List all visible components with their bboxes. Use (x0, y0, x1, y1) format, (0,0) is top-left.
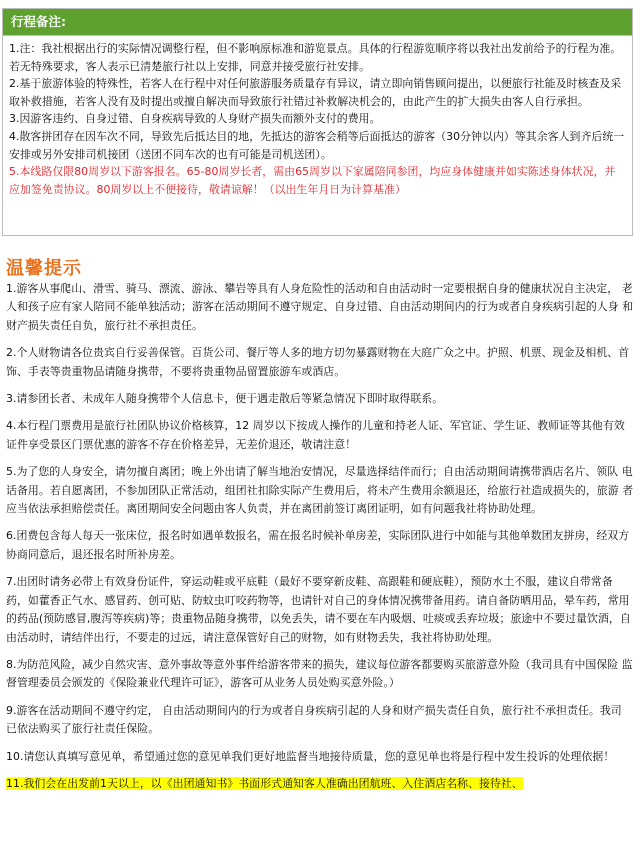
tip-item-2: 2.个人财物请各位贵宾自行妥善保管。百货公司、餐厅等人多的地方切勿暴露财物在大庭广众之中。护照、机票、现金及相机、首 饰、手表等贵重物品请随身携带，不要将贵重物品留置旅游车或酒店。 (6, 346, 630, 378)
note-item-4: 4.散客拼团存在因车次不同，导致先后抵达目的地，先抵达的游客会稍等后面抵达的游客（30分钟以内）等其余客人到齐后统一安排或另外安排司机接团（送团不同车次的也有可能是司机送团）。 (9, 129, 625, 161)
warm-tips-heading: 温馨提示 (6, 258, 82, 279)
note-item-2: 2.基于旅游体验的特殊性，若客人在行程中对任何旅游服务质量存有异议，请立即向销售顾问提出，以便旅行社能及时核查及采取补救措施，若客人没有及时提出或擅自解决而导致旅行社错过补救解决机会的，由此产生的扩大损失由客人自行承担。 (9, 77, 622, 108)
tip-item-4: 4.本行程门票费用是旅行社团队协议价格核算，12 周岁以下按成人操作的儿童和持老人证、军官证、学生证、教师证等其他有效 证件享受景区门票优惠的游客不存在价格差异，无差价退还，敬请注意！ (6, 419, 625, 451)
note-item-1: 1.注：我社根据出行的实际情况调整行程，但不影响原标准和游览景点。具体的行程游览顺序将以我社出发前给予的行程为准。若无特殊要求，客人表示已清楚旅行社以上安排，同意并接受旅行社安排。 (9, 42, 622, 73)
itinerary-notes-title: 行程备注: (11, 14, 66, 29)
tip-item-1: 1.游客从事爬山、滑雪、骑马、漂流、游泳、攀岩等具有人身危险性的活动和自由活动时一定要根据自身的健康状况自主决定， 老人和孩子应有家人陪同不能单独活动；游客在活动期间不遵守规定、自身过错、自由活动期间内的行为或者自身疾病引起的人身 和财产损失责任自负，旅行社不承担责任。 (6, 282, 634, 332)
tip-item-8: 8.为防范风险，减少自然灾害、意外事故等意外事件给游客带来的损失，建议每位游客都要购买旅游意外险（我司具有中国保险 监督管理委员会颁发的《保险兼业代理许可证》，游客可从业务人员处购买意外险。） (6, 657, 633, 690)
itinerary-notes-box (2, 8, 633, 236)
tip-item-11-highlight: 11.我们会在出发前1天以上，以《出团通知书》书面形式通知客人准确出团航班、入住酒店名称、接待社、 (6, 776, 523, 790)
tip-item-5: 5.为了您的人身安全，请勿擅自离团；晚上外出请了解当地治安情况，尽量选择结伴而行；自由活动期间请携带酒店名片、领队 电话备用。若自愿离团，不参加团队正常活动，组团社扣除实际产生费用后，将未产生费用余额退还，给旅行社造成损失的，旅游 者应当依法承担赔偿责任。离团期间安全问题由客人负责，并在离团前签订离团证明，如有问题我社将协助处理。 (6, 465, 634, 516)
tip-item-11 (6, 775, 636, 793)
tip-item-7: 7.出团时请务必带上有效身份证件，穿运动鞋或平底鞋（最好不要穿新皮鞋、高跟鞋和硬底鞋），预防水土不服，建议自带常备 药，如藿香正气水、感冒药、创可贴、防蚊虫叮咬药物等，也请针对自己的身体情况携带备用药。请自备防晒用品，晕车药，常用 的药品(预防感冒,腹泻等疾病)等；贵重物品随身携带，以免丢失，请不要在车内吸烟、吐痰或丢弃垃圾；旅途中不要过量饮酒，自由活动时，请结伴出行，不要走的过远，请注意保管好自己的财物，如有财物丢失，我社将协助处理。 (6, 575, 631, 644)
note-item-5-age-limit: 5.本线路仅限80周岁以下游客报名。65-80周岁长者，需由65周岁以下家属陪同参团，均应身体健康并如实陈述身体状况，并应加签免责协议。80周岁以上不便接待，敬请谅解！（以出生年月日为计算基准） (9, 165, 616, 196)
itinerary-notes-body (3, 36, 632, 198)
note-item-3: 3.因游客违约、自身过错、自身疾病导致的人身财产损失而额外支付的费用。 (9, 112, 381, 126)
tip-item-10: 10.请您认真填写意见单，希望通过您的意见单我们更好地监督当地接待质量，您的意见单也将是行程中发生投诉的处理依据！ (6, 749, 615, 763)
tip-item-6: 6.团费包含每人每天一张床位，报名时如遇单数报名，需在报名时候补单房差，实际团队进行中如能与其他单数团友拼房，经双方协商同意后，退还报名时所补房差。 (6, 529, 630, 561)
tip-item-9: 9.游客在活动期间不遵守约定， 自由活动期间内的行为或者自身疾病引起的人身和财产损失责任自负，旅行社不承担责任。我司 已依法购买了旅行社责任保险。 (6, 703, 622, 736)
itinerary-notes-header (3, 9, 632, 36)
warm-tips-list (6, 280, 636, 802)
tip-item-3: 3.请参团长者、未成年人随身携带个人信息卡，便于遇走散后等紧急情况下即时取得联系。 (6, 392, 444, 406)
